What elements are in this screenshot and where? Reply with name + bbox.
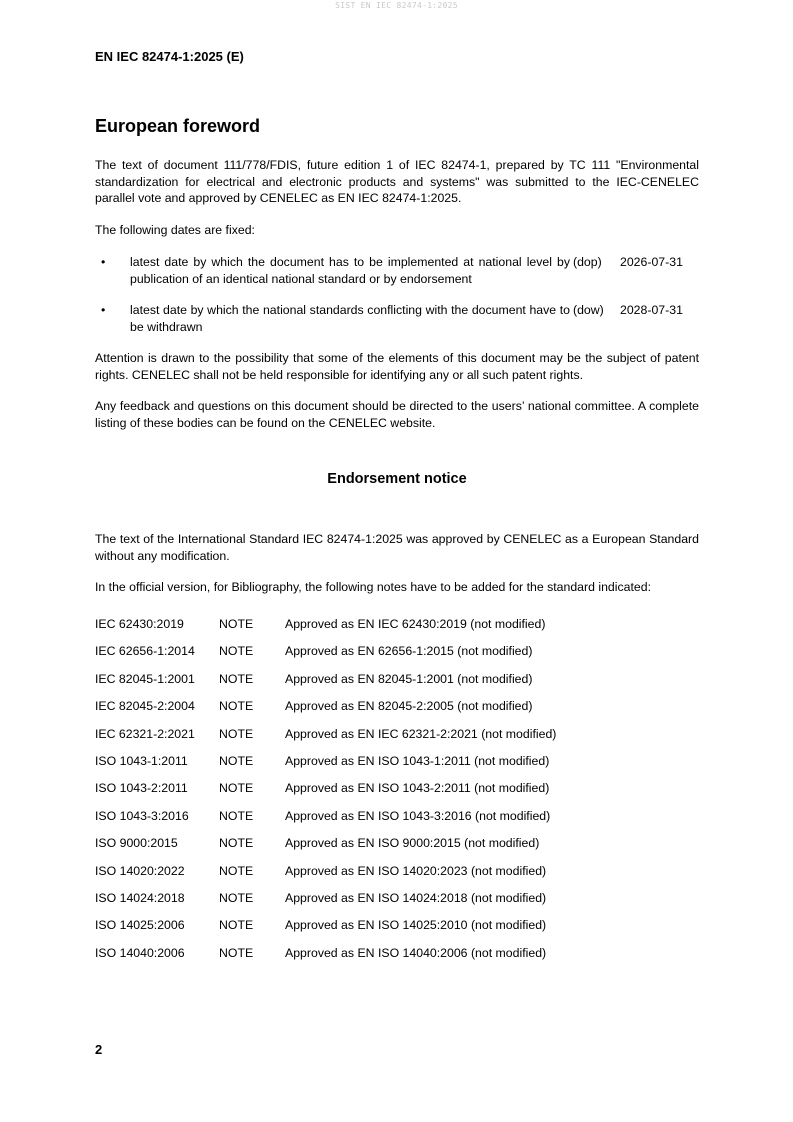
note-standard: ISO 1043-3:2016 bbox=[95, 808, 189, 823]
note-text: Approved as EN 62656-1:2015 (not modified) bbox=[285, 644, 533, 659]
note-text: Approved as EN IEC 62430:2019 (not modified) bbox=[285, 617, 546, 631]
bullet-icon: • bbox=[101, 255, 106, 269]
note-text: Approved as EN 82045-1:2001 (not modified) bbox=[285, 671, 533, 686]
note-standard: IEC 62656-1:2014 bbox=[95, 644, 195, 659]
patent-paragraph: Attention is drawn to the possibility that some of the elements of this document may be the subject of patent rights. CENELEC shall not be held responsible for identifying any or all such patent rights. bbox=[95, 351, 699, 382]
note-text: Approved as EN ISO 14025:2010 (not modified) bbox=[285, 918, 547, 933]
note-standard: IEC 82045-1:2001 bbox=[95, 671, 195, 686]
note-standard: ISO 14024:2018 bbox=[95, 891, 185, 905]
note-label: NOTE bbox=[219, 808, 254, 823]
date-item-date: 2026-07-31 bbox=[620, 255, 683, 269]
note-standard: ISO 14025:2006 bbox=[95, 918, 185, 933]
note-standard: IEC 62321-2:2021 bbox=[95, 726, 195, 741]
note-label: NOTE bbox=[219, 754, 254, 768]
date-item-text: latest date by which the national standards conflicting with the document have to be withdrawn bbox=[130, 303, 570, 334]
dates-intro: The following dates are fixed: bbox=[95, 223, 255, 237]
note-text: Approved as EN ISO 1043-1:2011 (not modified) bbox=[285, 754, 550, 768]
note-label: NOTE bbox=[219, 726, 254, 741]
note-standard: IEC 82045-2:2004 bbox=[95, 699, 195, 714]
bullet-icon: • bbox=[101, 303, 106, 317]
note-text: Approved as EN ISO 1043-3:2016 (not modified) bbox=[285, 808, 551, 823]
date-item-date: 2028-07-31 bbox=[620, 303, 683, 317]
date-item-text: latest date by which the document has to be implemented at national level by publication of an identical national standard or by endorsement bbox=[130, 255, 570, 286]
bibliography-intro: In the official version, for Bibliography, the following notes have to be added for the standard indicated: bbox=[95, 580, 651, 594]
note-label: NOTE bbox=[219, 617, 254, 631]
note-label: NOTE bbox=[219, 781, 254, 796]
endorsement-text: The text of the International Standard IEC 82474-1:2025 was approved by CENELEC as a European Standard without any modification. bbox=[95, 532, 699, 563]
note-label: NOTE bbox=[219, 836, 254, 851]
note-text: Approved as EN ISO 14040:2006 (not modified) bbox=[285, 945, 547, 960]
note-text: Approved as EN ISO 14020:2023 (not modified) bbox=[285, 863, 547, 878]
note-text: Approved as EN ISO 14024:2018 (not modified) bbox=[285, 891, 547, 905]
note-standard: ISO 14020:2022 bbox=[95, 863, 185, 878]
page-number: 2 bbox=[95, 1042, 103, 1057]
note-standard: ISO 1043-2:2011 bbox=[95, 781, 188, 796]
note-standard: ISO 1043-1:2011 bbox=[95, 754, 188, 768]
foreword-title: European foreword bbox=[95, 116, 261, 136]
note-label: NOTE bbox=[219, 671, 254, 686]
watermark: SIST EN IEC 82474-1:2025 bbox=[335, 1, 458, 10]
foreword-intro: The text of document 111/778/FDIS, future edition 1 of IEC 82474-1, prepared by TC 111 "Environmental standardization for electrical and electronic products and systems" was submitted to the IEC-CENELEC parallel vote and approved by CENELEC as EN IEC 82474-1:2025. bbox=[95, 158, 699, 205]
feedback-paragraph: Any feedback and questions on this document should be directed to the users’ national committee. A complete listing of these bodies can be found on the CENELEC website. bbox=[95, 399, 699, 430]
note-label: NOTE bbox=[219, 699, 254, 714]
endorsement-title: Endorsement notice bbox=[327, 471, 467, 487]
note-standard: IEC 62430:2019 bbox=[95, 617, 184, 631]
document-header: EN IEC 82474-1:2025 (E) bbox=[95, 49, 244, 64]
note-text: Approved as EN IEC 62321-2:2021 (not modified) bbox=[285, 726, 557, 741]
note-label: NOTE bbox=[219, 863, 254, 878]
note-text: Approved as EN 82045-2:2005 (not modified) bbox=[285, 699, 533, 714]
note-label: NOTE bbox=[219, 644, 254, 659]
note-label: NOTE bbox=[219, 891, 254, 905]
note-standard: ISO 9000:2015 bbox=[95, 836, 178, 851]
date-item-code: (dop) bbox=[573, 255, 602, 269]
note-text: Approved as EN ISO 9000:2015 (not modified) bbox=[285, 836, 540, 851]
note-standard: ISO 14040:2006 bbox=[95, 945, 185, 960]
date-item-code: (dow) bbox=[573, 303, 604, 317]
note-label: NOTE bbox=[219, 945, 254, 960]
note-label: NOTE bbox=[219, 918, 254, 933]
note-text: Approved as EN ISO 1043-2:2011 (not modified) bbox=[285, 781, 550, 796]
